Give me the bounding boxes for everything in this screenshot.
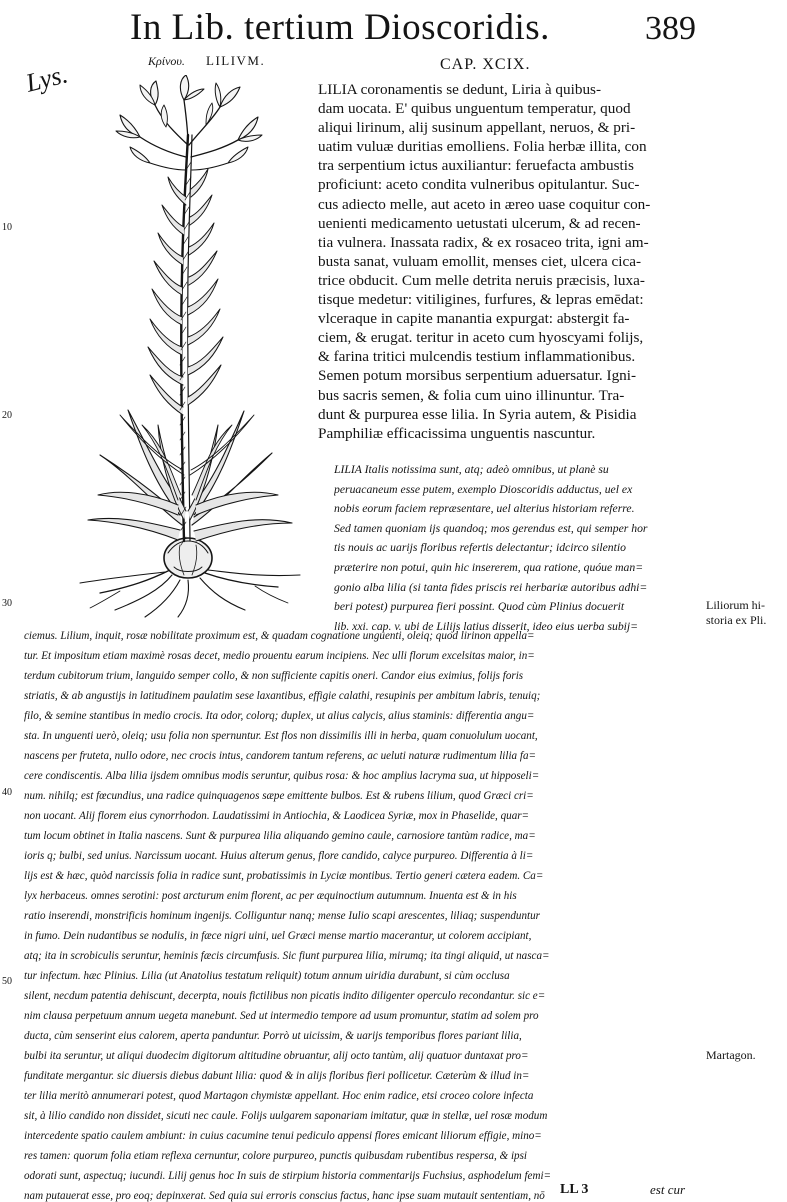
line-number: 20 xyxy=(2,410,12,421)
text-line: bulbi ita seruntur, ut aliqui duodecim digitorum altitudine obruantur, alij octo tantùm, alij quatuor duntaxat pro= xyxy=(24,1049,529,1062)
text-line: bus sacris semen, & folia cum uino illinuntur. Tra- xyxy=(318,386,625,404)
text-line: dunt & purpurea esse lilia. In Syria autem, & Pisidia xyxy=(318,405,637,423)
text-line: gonio alba lilia (si tanta fides priscis rei herbariæ autoribus adhi= xyxy=(334,580,648,594)
text-line: res tamen: quorum folia etiam reflexa cernuntur, colore purpureo, punctis quibusdam rubentibus respersa, & ipsi xyxy=(24,1149,527,1162)
text-line: nascens per fruteta, nullo odore, nec crocis intus, candorem tantum referens, ac ueluti naturæ rudimentum lilia fa= xyxy=(24,749,536,762)
text-line: ciemus. Lilium, inquit, rosæ nobilitate proximum est, & quadam cognatione unguenti, oleiq; quod lirinon appella= xyxy=(24,630,535,642)
commentary-top xyxy=(334,460,699,636)
text-line: silent, necdum patentia dehiscunt, decerpta, nouis fictilibus non picatis indito diligenter operculo recondantur. sic e= xyxy=(24,989,546,1002)
text-line: odorati sunt, aspectuq; iucundi. Lilij genus hoc In suis de stirpium historia commentarijs Fuchsius, asphodelum femi= xyxy=(24,1169,552,1182)
margin-handwriting: Lys. xyxy=(22,59,71,98)
text-line: non uocant. Alij florem eius cynorrhodon. Laudatissimi in Antiochia, & Laodicea Syriæ, mox in Phaselide, quar= xyxy=(24,809,530,822)
text-line: proficiunt: aceto condita vulneribus opitulantur. Suc- xyxy=(318,176,640,194)
text-line: tis nouis ac uarijs floribus refertis delectantur; idcirco silentio xyxy=(334,541,626,555)
text-line: Pamphiliæ efficacissima unguentis nascuntur. xyxy=(318,424,596,442)
chapter-label: CAP. XCIX. xyxy=(440,56,531,73)
text-line: lib. xxi. cap. v. ubi de Lilijs latius disserit, ideo eius uerba subij= xyxy=(334,619,639,633)
text-line: tum locum obtinet in Italia nascens. Sunt & purpurea lilia aliquando gemino caule, carnosiore tantùm radice, ma= xyxy=(24,829,536,842)
text-line: LILIA coronamentis se dedunt, Liria à quibus- xyxy=(318,81,601,98)
running-head: In Lib. tertium Dioscoridis. xyxy=(130,7,550,48)
text-line: atq; ita in scrobiculis seruntur, heminis fæcis circumfusis. Sic fiunt purpurea lilia, mirumq; ita tingi aliquid, ut nasca= xyxy=(24,949,550,962)
side-note-pliny xyxy=(706,598,766,628)
text-line: tia vulnera. Inassata radix, & ex rosaceo trita, igni am- xyxy=(318,233,649,251)
line-number: 40 xyxy=(2,787,12,798)
text-line: tur infectum. hæc Plinius. Lilia (ut Anatolius testatum reliquit) totum annum uiridia durabunt, si cùm occlusa xyxy=(24,969,510,982)
text-line: tra serpentium ictus auxiliantur: feruefacta ambustis xyxy=(318,157,634,175)
line-number: 30 xyxy=(2,598,12,609)
text-line: ducta, cùm senserint eius calorem, aperta panduntur. Porrò ut uicissim, & uarijs temporibus flores pariant lilia, xyxy=(24,1029,522,1042)
text-line: sta. In unguenti uerò, oleiq; usu folia non spernuntur. Est flos non dissimilis illi in herba, quam conuolulum uocant, xyxy=(24,729,538,742)
text-line: intercedente spatio caulem ambiunt: in cuius cacumine tenui pediculo appensi flores emicant liliorum effigie, mino= xyxy=(24,1129,542,1142)
page-number: 389 xyxy=(645,10,696,47)
text-line: in fumo. Dein nudantibus se nodulis, in fæce nigri uini, uel Græci mense martio macerantur, ut colorem accipiant, xyxy=(24,929,532,942)
text-line: ter lilia meritò annumerari potest, quod Martagon chymistæ appellant. Hoc enim radice, etsi croceo colore infecta xyxy=(24,1089,534,1102)
text-line: præterire non potui, quin hic insererem, qua ratione, quóue man= xyxy=(334,560,644,574)
plant-name-greek: Κρίνου. xyxy=(148,54,185,68)
text-line: nam putauerat esse, pro eoq; depinxerat. Sed quia sui erroris conscius factus, hanc ipse suam mutauit sententiam, nō xyxy=(24,1189,545,1202)
text-line: terdum cubitorum trium, languido semper collo, & non sufficiente capitis oneri. Candor eius eximius, folijs foris xyxy=(24,669,524,682)
text-line: nobis eorum faciem repræsentare, uel alterius historiam referre. xyxy=(334,502,635,516)
side-note-martagon: Martagon. xyxy=(706,1048,756,1062)
text-line: peruacaneum esse putem, exemplo Dioscoridis adductus, uel ex xyxy=(334,482,633,496)
text-line: Semen potum morsibus serpentium aduersatur. Igni- xyxy=(318,367,637,385)
text-line: lyx herbaceus. omnes serotini: post arcturum enim florent, ac per æquinoctium autumnum. Inuenta est & in his xyxy=(24,889,517,902)
text-line: cere condiscentis. Alba lilia ijsdem omnibus modis seruntur, quibus rosa: & hoc amplius lacryma sua, ut hipposeli= xyxy=(24,769,540,782)
text-line: funditate mergantur. sic diuersis diebus dabunt lilia: quod & in alijs floribus fieri pollicetur. Cæterùm & illud in= xyxy=(24,1069,530,1082)
text-line: aliqui lirinum, alij susinum appellant, neruos, & pri- xyxy=(318,119,636,137)
text-line: tur. Et impositum etiam maximè rosas decet, medio prouentu earum incipiens. Nec ulli florum excelsitas maior, in= xyxy=(24,649,535,662)
text-line: tisque medetur: vitiligines, furfures, & lepras emēdat: xyxy=(318,291,644,309)
catchword: est cur xyxy=(650,1182,686,1197)
text-line: sit, à lilio candido non dissidet, sicuti nec caule. Folijs uulgarem saponariam imitatur, quæ in stellæ, uel rosæ modum xyxy=(24,1109,548,1122)
line-number: 50 xyxy=(2,976,12,987)
text-line: ioris q; bulbi, sed unius. Narcissum uocant. Huius alterum genus, flore candido, calyce purpureo. Differentia à li= xyxy=(24,849,534,862)
text-line: Sed tamen quoniam ijs quandoq; mos gerendus est, qui semper hor xyxy=(334,521,648,535)
text-line: striatis, & ab angustijs in latitudinem paulatim sese laxantibus, effigie calathi, resupinis per ambitum labris, tenuiq; xyxy=(24,689,541,702)
plant-name-latin: LILIVM. xyxy=(206,53,266,68)
text-line: dam uocata. E' quibus unguentum temperatur, quod xyxy=(318,100,631,118)
text-line: trice obducit. Cum melle detrita neruis præcisis, luxa- xyxy=(318,271,645,289)
line-number: 10 xyxy=(2,222,12,233)
text-line: num. nihilq; est fœcundius, una radice quinquagenos sæpe emittente bulbos. Est & rubens lilium, quod Græci cri= xyxy=(24,789,534,802)
commentary-bottom xyxy=(24,627,704,1202)
text-line: vlceraque in capite manantia expurgat: abstergit fa- xyxy=(318,310,630,328)
text-line: ciem, & erugat. teritur in aceto cum hyoscyami folijs, xyxy=(318,329,644,347)
text-line: cus adiecto melle, aut aceto in æreo uase coquitur con- xyxy=(318,195,651,213)
lily-woodcut-illustration xyxy=(60,75,320,620)
text-line: uenienti medicamento uetustati ulcerum, & ad recen- xyxy=(318,214,641,232)
dioscorides-text xyxy=(318,80,696,443)
text-line: uatim vuluæ duritias emolliens. Folia herbæ illita, con xyxy=(318,138,647,156)
side-note-line: Liliorum hi- xyxy=(706,598,765,612)
side-note-line: storia ex Pli. xyxy=(706,613,767,627)
text-line: lijs est & hæc, quòd narcissis folia in radice sunt, probatissimis in Lyciæ montibus. Tertio generi cætera eadem. Ca= xyxy=(24,869,544,882)
text-line: filo, & semine stantibus in medio crocis. Ita odor, colorq; duplex, ut alius calycis, alius staminis: differentia angu= xyxy=(24,709,535,722)
signature-mark: LL 3 xyxy=(560,1182,589,1197)
text-line: busta sanat, vuluam emollit, menses ciet, ulcera cica- xyxy=(318,252,642,270)
text-line: & farina tritici mulcendis testium inflammationibus. xyxy=(318,348,636,366)
text-line: nim clausa perpetuum annum uegeta manebunt. Sed ut intermedio tempore ad usum promuntur, statim ad solem pro xyxy=(24,1009,539,1022)
text-line: ratio inserendi, monstrificis hominum ingenijs. Colliguntur nanq; mense Iulio scapi arescentes, liliaq; suspenduntur xyxy=(24,909,540,922)
text-line: LILIA Italis notissima sunt, atq; adeò omnibus, ut planè su xyxy=(334,463,609,476)
text-line: beri potest) purpurea fieri possint. Quod cùm Plinius docuerit xyxy=(334,600,625,614)
